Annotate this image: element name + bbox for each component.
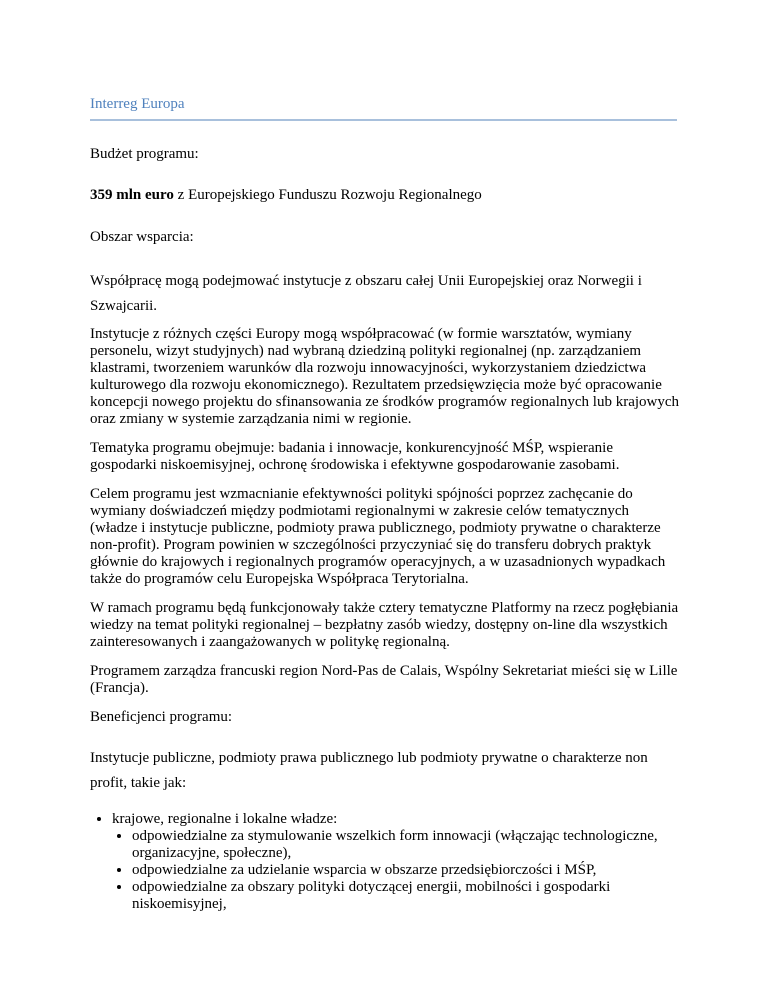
document-body (90, 146, 680, 913)
sublist-item: • odpowiedzialne za obszary polityki dotyczącej energii, mobilności i gospodarki niskoemisyjnej, (132, 879, 680, 913)
heading-underline (90, 119, 677, 121)
paragraph-goal: Celem programu jest wzmacnianie efektywności polityki spójności poprzez zachęcanie do wymiany doświadczeń między podmiotami regionalnymi w zakresie celów tematycznych (władze i instytucje publiczne, podmioty prawa publicznego, podmioty prywatne o charakterze non-profit). Program powinien w szczególności przyczyniać się do transferu dobrych praktyk głównie do krajowych i regionalnych programów operacyjnych, a w uzasadnionych wypadkach także do programów celu Europejska Współpraca Terytorialna. (90, 486, 666, 587)
paragraph-platforms: W ramach programu będą funkcjonowały także cztery tematyczne Platformy na rzecz pogłębiania wiedzy na temat polityki regionalnej – bezpłatny zasób wiedzy, dostępny on-line dla wszystkich zainteresowanych i zaangażowanych w politykę regionalną. (90, 600, 679, 650)
area-text: Współpracę mogą podejmować instytucje z obszaru całej Unii Europejskiej oraz Norwegii i Szwajcarii. (90, 273, 642, 314)
document-heading: Interreg Europa (90, 96, 185, 112)
paragraph-cooperation: Instytucje z różnych części Europy mogą współpracować (w formie warsztatów, wymiany personelu, wizyt studyjnych) nad wybraną dziedziną polityki regionalnej (np. zarządzaniem klastrami, tworzeniem warunków dla rozwoju innowacyjności, wykorzystaniem dziedzictwa kulturowego dla rozwoju ekonomicznego). Rezultatem przedsięwzięcia może być opracowanie koncepcji nowego projektu do sfinansowania ze środków programów regionalnych lub krajowych oraz zmiany w systemie zarządzania nimi w regionie. (90, 326, 680, 427)
beneficiaries-label: Beneficjenci programu: (90, 709, 233, 725)
beneficiaries-list (90, 811, 680, 913)
paragraph-management: Programem zarządza francuski region Nord-Pas de Calais, Wspólny Sekretariat mieści się w Lille (Francja). (90, 663, 678, 696)
list-item-text: krajowe, regionalne i lokalne władze: (112, 811, 338, 827)
sublist (112, 828, 680, 913)
paragraph-themes: Tematyka programu obejmuje: badania i innowacje, konkurencyjność MŚP, wspieranie gospodarki niskoemisyjnej, ochronę środowiska i efektywne gospodarowanie zasobami. (90, 440, 620, 473)
budget-source: z Europejskiego Funduszu Rozwoju Regionalnego (173, 187, 482, 203)
beneficiaries-intro: Instytucje publiczne, podmioty prawa publicznego lub podmioty prywatne o charakterze non profit, takie jak: (90, 750, 648, 791)
budget-amount: 359 mln euro (90, 187, 174, 203)
budget-line (90, 187, 680, 204)
area-label: Obszar wsparcia: (90, 229, 194, 245)
sublist-item: • odpowiedzialne za stymulowanie wszelkich form innowacji (włączając technologiczne, organizacyjne, społeczne), (132, 828, 680, 862)
sublist-item: • odpowiedzialne za udzielanie wsparcia w obszarze przedsiębiorczości i MŚP, (132, 862, 680, 879)
budget-label: Budżet programu: (90, 146, 199, 162)
list-item (112, 811, 680, 913)
